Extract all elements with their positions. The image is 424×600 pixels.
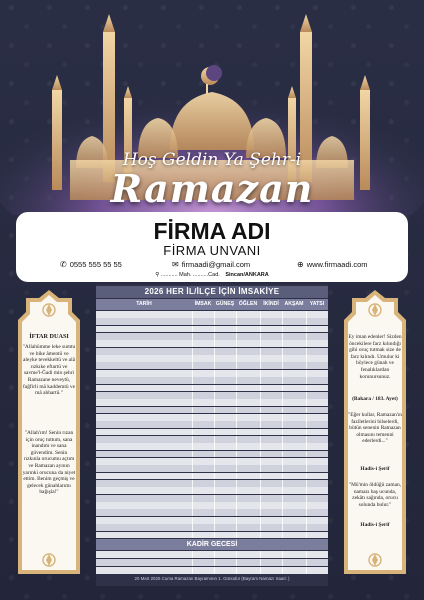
address-street: ........... Mah. ..........Cad. — [160, 272, 220, 278]
welcome-text: Hoş Geldin Ya Şehr-i — [122, 150, 302, 170]
table-row — [96, 421, 328, 428]
ramazan-title: Ramazan — [110, 166, 314, 211]
mail-icon: ✉ — [172, 260, 179, 269]
globe-icon: ⊕ — [297, 260, 304, 269]
table-row — [96, 559, 328, 566]
table-row — [96, 495, 328, 502]
verses-panel — [340, 288, 410, 582]
table-title: 2026 HER İL/İLÇE İÇİN İMSAKİYE — [96, 286, 328, 298]
hero-banner — [0, 0, 424, 215]
col-imsak: İMSAK — [194, 301, 212, 307]
table-row — [96, 458, 328, 465]
table-row — [96, 355, 328, 362]
bayram-note: 20 Mart 2026 Cuma Ramazan Bayramının 1. Günüdür (Bayram Namazı Saati: ) — [134, 576, 290, 581]
table-row — [96, 480, 328, 487]
imsakiye-table — [96, 284, 328, 586]
table-row — [96, 414, 328, 421]
hadith-mumin: "Mü'min öldüğü zaman, namazı baş ucunda, zekâtı sağında, orucu solunda bulur." — [348, 482, 402, 508]
hadith-ramazan: "Eğer kullar, Ramazan'ın faziletlerini bilselerdi, bütün senenin Ramazan olmasını temenni ederlerdi..." — [348, 412, 402, 445]
hadith-ramazan-source: Hadis-i Şerif — [360, 466, 390, 472]
website-url: www.firmaadi.com — [306, 260, 368, 269]
firm-title: FİRMA UNVANI — [163, 243, 261, 258]
table-row — [96, 311, 328, 318]
hadith-mumin-source: Hadis-i Şerif — [360, 522, 390, 528]
col-oglen: ÖĞLEN — [238, 301, 258, 307]
col-aksam: AKŞAM — [284, 301, 304, 307]
table-row — [96, 392, 328, 399]
table-row — [96, 509, 328, 516]
table-row — [96, 524, 328, 531]
table-row — [96, 348, 328, 355]
col-tarih: TARİH — [136, 301, 152, 307]
table-row — [96, 465, 328, 472]
iftar-prayer-panel — [14, 288, 84, 582]
verse-bakara: Ey iman edenler! Sizden öncekilere farz kılındığı gibi oruç tutmak size de farz kılındı. Umulur ki böylece günah ve fenalıklardan korunursunuz. — [348, 334, 402, 380]
table-row — [96, 517, 328, 524]
email-address: firmaadi@gmail.com — [181, 260, 251, 269]
phone-contact — [60, 260, 122, 269]
table-row — [96, 451, 328, 458]
table-row — [96, 567, 328, 574]
address-city: Sincan/ANKARA — [225, 272, 269, 278]
table-row — [96, 487, 328, 494]
table-row — [96, 318, 328, 325]
table-row — [96, 532, 328, 539]
table-row — [96, 436, 328, 443]
table-row — [96, 399, 328, 406]
verse-bakara-source: (Bakara / 183. Ayet) — [352, 396, 398, 402]
col-gunes: GÜNEŞ — [215, 301, 235, 307]
table-row — [96, 362, 328, 369]
table-row — [96, 473, 328, 480]
table-row — [96, 326, 328, 333]
table-row — [96, 340, 328, 347]
iftar-prayer-turkish: "Allah'ım! Senin rızan için oruç tuttum, sana inandım ve sana güvendim. Senin rızkınla orucumu açtım ve Ramazan ayının yarınki orucuna da niyet ettim. Benim geçmiş ve gelecek günahlarımı bağışla!" — [22, 430, 76, 496]
address — [16, 272, 408, 278]
firm-name: FİRMA ADI — [153, 218, 271, 244]
email-contact — [172, 260, 250, 269]
table-row — [96, 443, 328, 450]
website-contact — [297, 260, 368, 269]
location-pin-icon: ⚲ — [155, 272, 160, 278]
phone-number: 0555 555 55 55 — [69, 260, 122, 269]
table-row — [96, 385, 328, 392]
col-ikindi: İKİNDİ — [263, 301, 279, 307]
table-row — [96, 551, 328, 558]
table-row — [96, 429, 328, 436]
iftar-heading: İFTAR DUASI — [29, 333, 69, 340]
table-row — [96, 370, 328, 377]
phone-icon: ✆ — [60, 260, 67, 269]
table-row — [96, 502, 328, 509]
table-header — [96, 299, 328, 310]
table-row — [96, 407, 328, 414]
kadir-gecesi-row: KADİR GECESİ — [96, 539, 328, 550]
company-card — [16, 212, 408, 282]
col-yatsi: YATSI — [309, 301, 325, 307]
table-row — [96, 333, 328, 340]
table-row — [96, 377, 328, 384]
iftar-prayer-arabic: "Allahümme leke sumtu ve bike âmentü ve aleyke tevekkeltü ve alâ rızkıke eftartü ve savme'l-Ğadi min şehri Ramazane neveytü, fağfirli mâ kaddemtü ve mâ ahhartü." — [22, 344, 76, 397]
